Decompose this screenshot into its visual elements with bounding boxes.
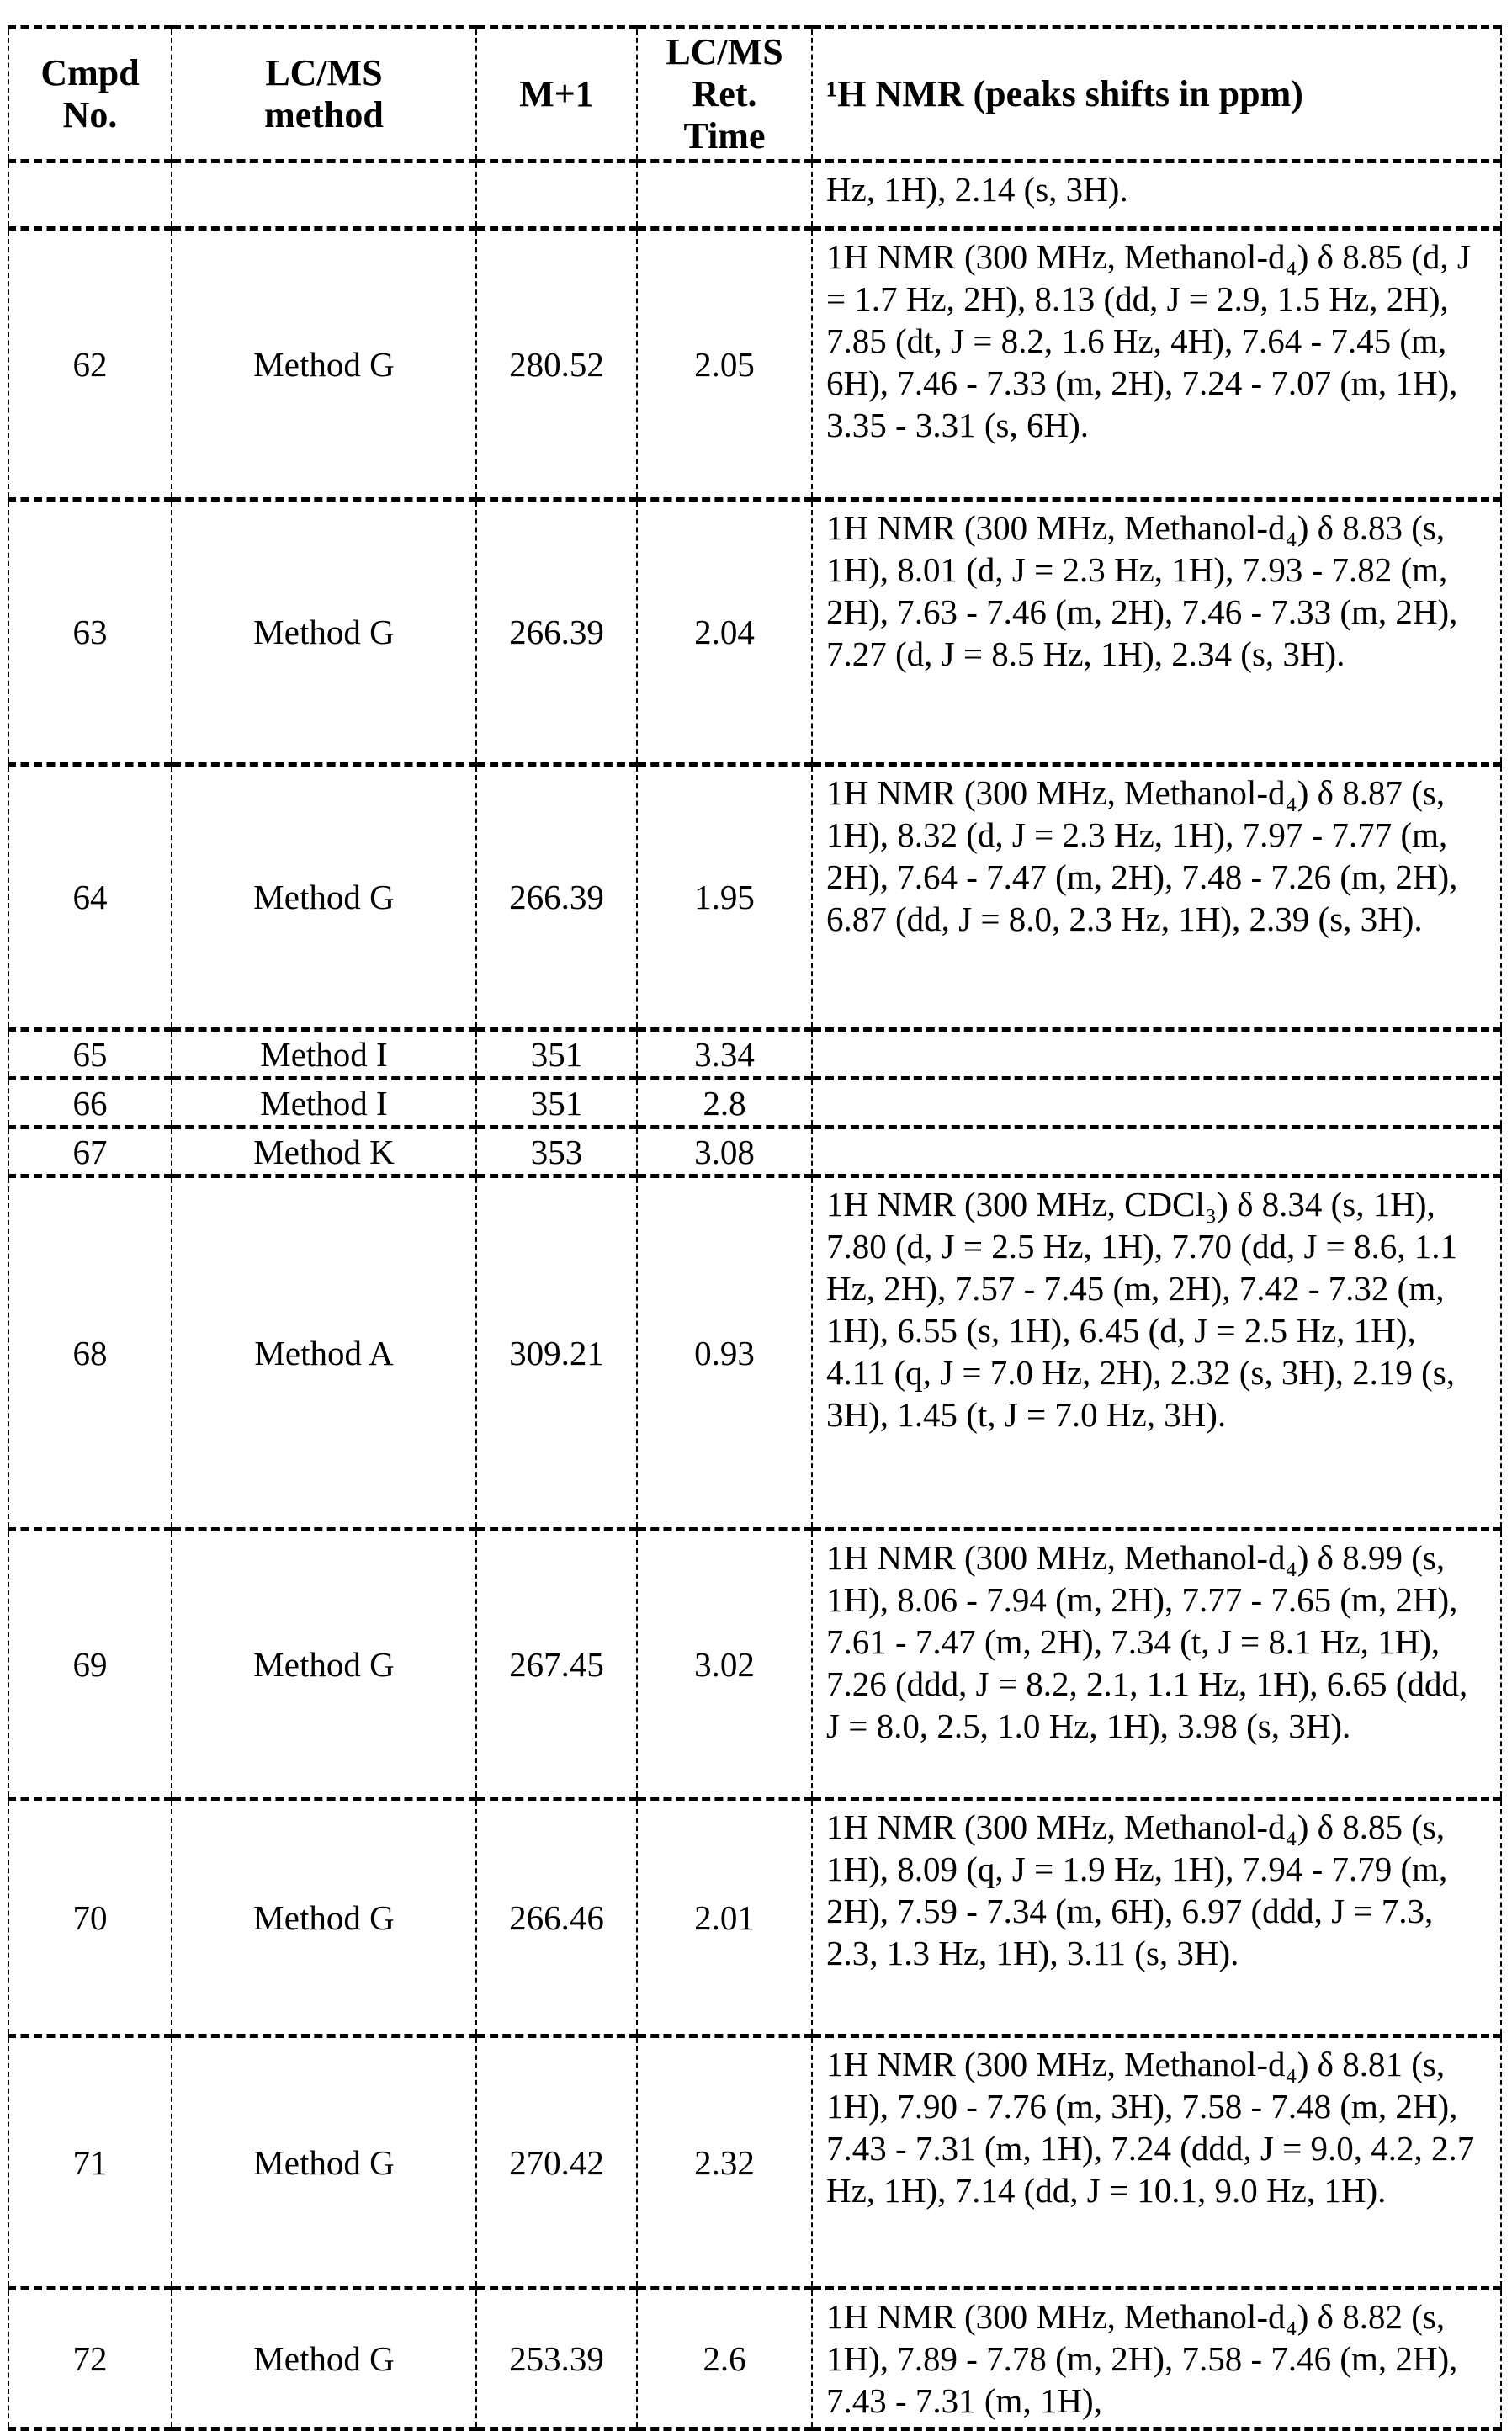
col-header-lcms-method: LC/MS method	[172, 28, 476, 162]
table-row	[8, 1030, 1501, 1079]
cmpd-no-cell: 69	[8, 1530, 172, 1799]
m-plus-1-cell: 280.52	[476, 229, 637, 500]
nmr-cell	[812, 1128, 1501, 1176]
lcms-method-cell: Method G	[172, 500, 476, 765]
nmr-cell: 1H NMR (300 MHz, Methanol-d₄) δ 8.87 (s, 1H), 8.32 (d, J = 2.3 Hz, 1H), 7.97 - 7.77 (m, 2H), 7.64 - 7.47 (m, 2H), 7.48 - 7.26 (m, 2H), 6.87 (dd, J = 8.0, 2.3 Hz, 1H), 2.39 (s, 3H).	[812, 765, 1501, 1030]
col-header-nmr: ¹H NMR (peaks shifts in ppm)	[812, 28, 1501, 162]
ret-time-cell: 3.08	[637, 1128, 812, 1176]
col-header-m-plus-1: M+1	[476, 28, 637, 162]
table-row	[8, 1079, 1501, 1128]
table-row	[8, 1128, 1501, 1176]
lcms-method-cell: Method G	[172, 2289, 476, 2429]
m-plus-1-cell: 266.46	[476, 1799, 637, 2036]
compound-data-table	[8, 25, 1502, 2431]
cmpd-no-cell: 70	[8, 1799, 172, 2036]
lcms-method-cell: Method G	[172, 1530, 476, 1799]
nmr-cell: 1H NMR (300 MHz, Methanol-d₄) δ 8.85 (d, J = 1.7 Hz, 2H), 8.13 (dd, J = 2.9, 1.5 Hz, 2H), 7.85 (dt, J = 8.2, 1.6 Hz, 4H), 7.64 - 7.45 (m, 6H), 7.46 - 7.33 (m, 2H), 7.24 - 7.07 (m, 1H), 3.35 - 3.31 (s, 6H).	[812, 229, 1501, 500]
cmpd-no-cell: 67	[8, 1128, 172, 1176]
ret-time-cell: 1.95	[637, 765, 812, 1030]
nmr-cell	[812, 1079, 1501, 1128]
cmpd-no-cell: 62	[8, 229, 172, 500]
lcms-method-cell: Method G	[172, 765, 476, 1030]
ret-time-cell	[637, 162, 812, 229]
m-plus-1-cell: 270.42	[476, 2036, 637, 2289]
ret-time-cell: 2.6	[637, 2289, 812, 2429]
ret-time-cell: 2.8	[637, 1079, 812, 1128]
m-plus-1-cell: 266.39	[476, 765, 637, 1030]
table-row	[8, 765, 1501, 1030]
lcms-method-cell: Method G	[172, 2036, 476, 2289]
cmpd-no-cell: 72	[8, 2289, 172, 2429]
ret-time-cell: 3.34	[637, 1030, 812, 1079]
cmpd-no-cell: 63	[8, 500, 172, 765]
ret-time-cell: 2.04	[637, 500, 812, 765]
table-body	[8, 162, 1501, 2429]
lcms-method-cell: Method I	[172, 1079, 476, 1128]
cmpd-no-cell: 68	[8, 1176, 172, 1530]
table-row	[8, 229, 1501, 500]
m-plus-1-cell: 253.39	[476, 2289, 637, 2429]
cmpd-no-cell: 71	[8, 2036, 172, 2289]
col-header-ret-time: LC/MS Ret. Time	[637, 28, 812, 162]
table-row	[8, 1799, 1501, 2036]
ret-time-cell: 2.05	[637, 229, 812, 500]
nmr-cell: 1H NMR (300 MHz, Methanol-d₄) δ 8.82 (s, 1H), 7.89 - 7.78 (m, 2H), 7.58 - 7.46 (m, 2H), 7.43 - 7.31 (m, 1H),	[812, 2289, 1501, 2429]
table-row	[8, 2036, 1501, 2289]
lcms-method-cell: Method G	[172, 1799, 476, 2036]
m-plus-1-cell	[476, 162, 637, 229]
m-plus-1-cell: 351	[476, 1030, 637, 1079]
ret-time-cell: 0.93	[637, 1176, 812, 1530]
nmr-cell: 1H NMR (300 MHz, Methanol-d₄) δ 8.99 (s, 1H), 8.06 - 7.94 (m, 2H), 7.77 - 7.65 (m, 2H), 7.61 - 7.47 (m, 2H), 7.34 (t, J = 8.1 Hz, 1H), 7.26 (ddd, J = 8.2, 2.1, 1.1 Hz, 1H), 6.65 (ddd, J = 8.0, 2.5, 1.0 Hz, 1H), 3.98 (s, 3H).	[812, 1530, 1501, 1799]
table-row	[8, 162, 1501, 229]
table-row	[8, 2289, 1501, 2429]
lcms-method-cell: Method K	[172, 1128, 476, 1176]
m-plus-1-cell: 351	[476, 1079, 637, 1128]
m-plus-1-cell: 309.21	[476, 1176, 637, 1530]
nmr-cell: Hz, 1H), 2.14 (s, 3H).	[812, 162, 1501, 229]
ret-time-cell: 2.01	[637, 1799, 812, 2036]
cmpd-no-cell: 64	[8, 765, 172, 1030]
table-row	[8, 500, 1501, 765]
nmr-cell: 1H NMR (300 MHz, Methanol-d₄) δ 8.85 (s, 1H), 8.09 (q, J = 1.9 Hz, 1H), 7.94 - 7.79 (m, 2H), 7.59 - 7.34 (m, 6H), 6.97 (ddd, J = 7.3, 2.3, 1.3 Hz, 1H), 3.11 (s, 3H).	[812, 1799, 1501, 2036]
nmr-cell	[812, 1030, 1501, 1079]
header-row	[8, 28, 1501, 162]
ret-time-cell: 3.02	[637, 1530, 812, 1799]
cmpd-no-cell: 65	[8, 1030, 172, 1079]
nmr-cell: 1H NMR (300 MHz, Methanol-d₄) δ 8.81 (s, 1H), 7.90 - 7.76 (m, 3H), 7.58 - 7.48 (m, 2H), 7.43 - 7.31 (m, 1H), 7.24 (ddd, J = 9.0, 4.2, 2.7 Hz, 1H), 7.14 (dd, J = 10.1, 9.0 Hz, 1H).	[812, 2036, 1501, 2289]
ret-time-cell: 2.32	[637, 2036, 812, 2289]
lcms-method-cell: Method G	[172, 229, 476, 500]
lcms-method-cell	[172, 162, 476, 229]
m-plus-1-cell: 267.45	[476, 1530, 637, 1799]
nmr-cell: 1H NMR (300 MHz, Methanol-d₄) δ 8.83 (s, 1H), 8.01 (d, J = 2.3 Hz, 1H), 7.93 - 7.82 (m, 2H), 7.63 - 7.46 (m, 2H), 7.46 - 7.33 (m, 2H), 7.27 (d, J = 8.5 Hz, 1H), 2.34 (s, 3H).	[812, 500, 1501, 765]
lcms-method-cell: Method A	[172, 1176, 476, 1530]
table-row	[8, 1530, 1501, 1799]
m-plus-1-cell: 353	[476, 1128, 637, 1176]
cmpd-no-cell: 66	[8, 1079, 172, 1128]
nmr-cell: 1H NMR (300 MHz, CDCl₃) δ 8.34 (s, 1H), 7.80 (d, J = 2.5 Hz, 1H), 7.70 (dd, J = 8.6, 1.1 Hz, 2H), 7.57 - 7.45 (m, 2H), 7.42 - 7.32 (m, 1H), 6.55 (s, 1H), 6.45 (d, J = 2.5 Hz, 1H), 4.11 (q, J = 7.0 Hz, 2H), 2.32 (s, 3H), 2.19 (s, 3H), 1.45 (t, J = 7.0 Hz, 3H).	[812, 1176, 1501, 1530]
table-row	[8, 1176, 1501, 1530]
cmpd-no-cell	[8, 162, 172, 229]
col-header-cmpd-no: Cmpd No.	[8, 28, 172, 162]
lcms-method-cell: Method I	[172, 1030, 476, 1079]
m-plus-1-cell: 266.39	[476, 500, 637, 765]
